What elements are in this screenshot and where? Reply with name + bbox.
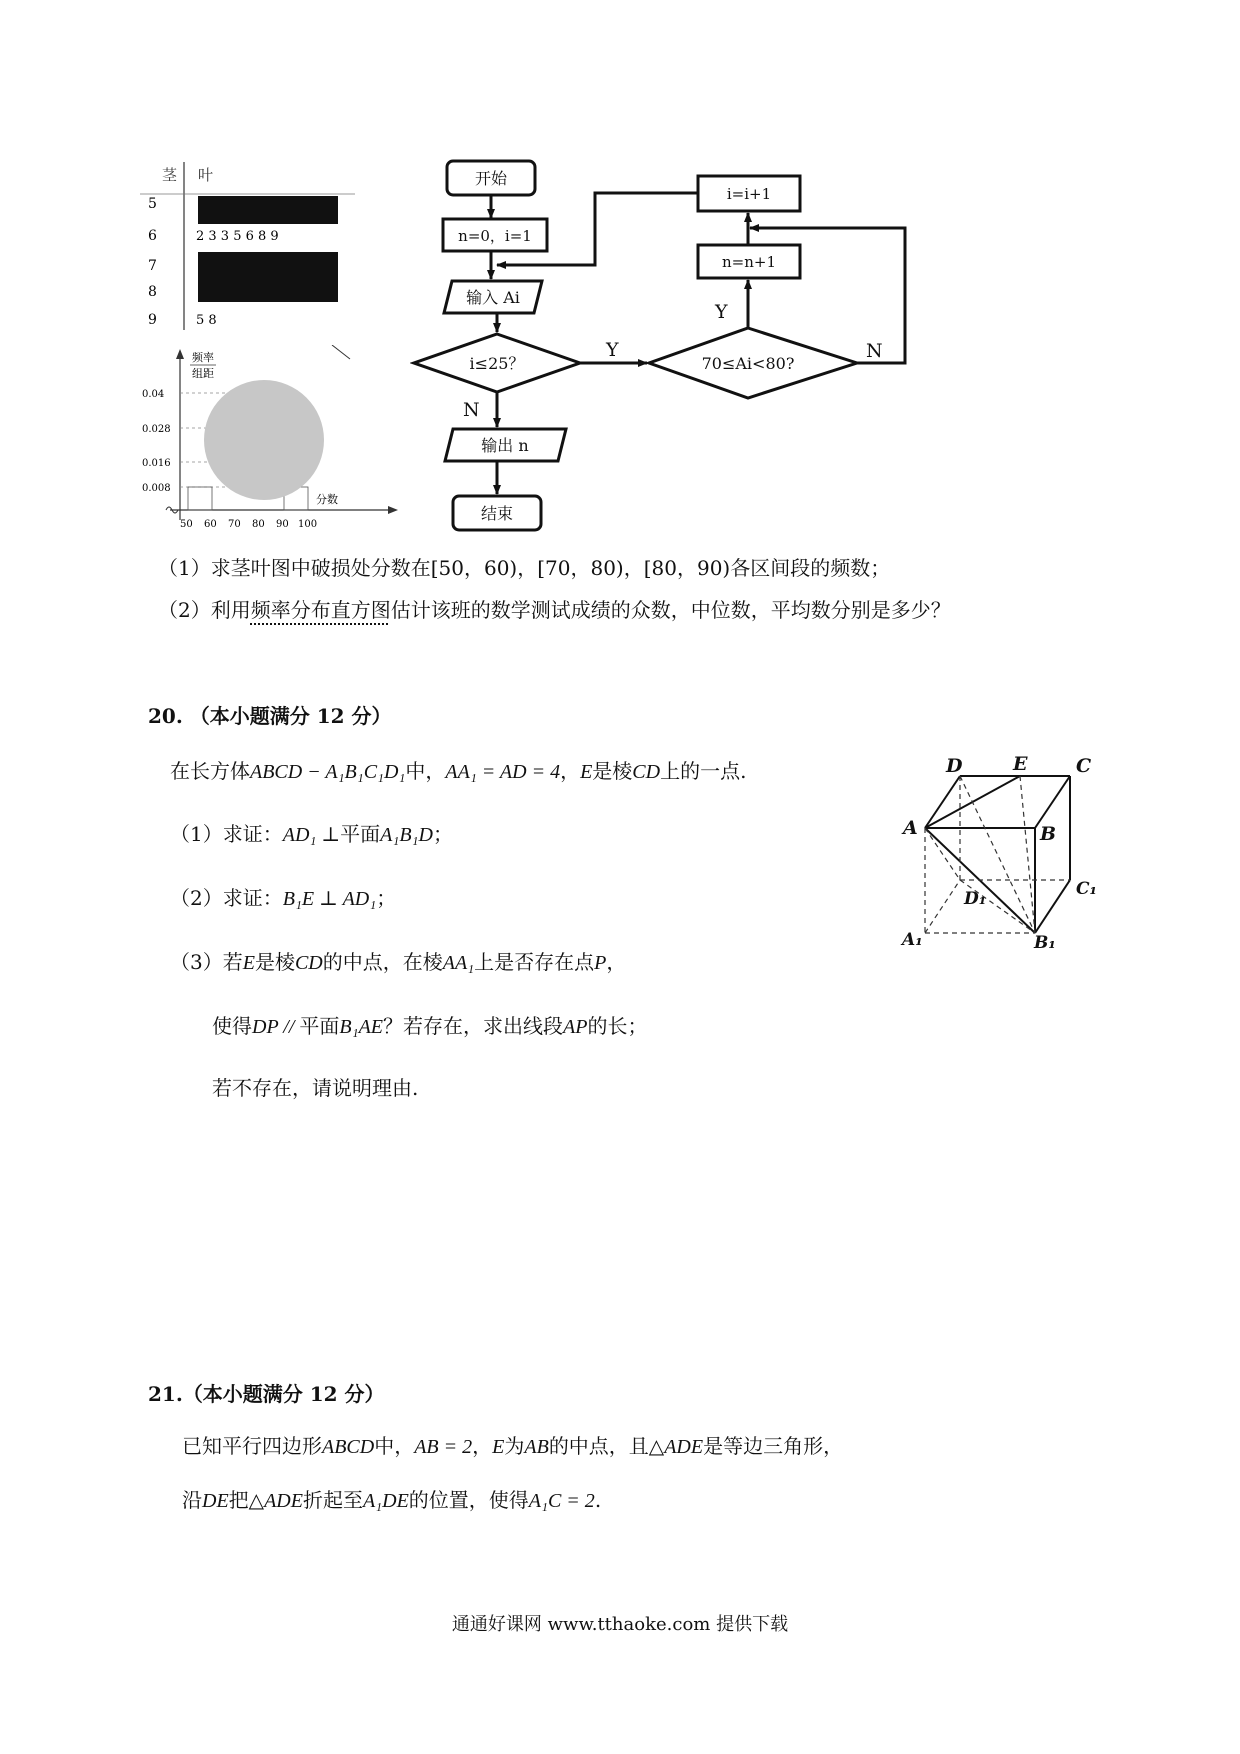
histogram-xtick: 50 [180,519,193,530]
q19-part2-text: （2）利用 [158,598,251,622]
q20-heading: 20. （本小题满分 12 分） [148,704,392,728]
leaf-6: 2 3 3 5 6 8 9 [196,229,279,244]
flow-start: 开始 [474,169,508,188]
damaged-area [198,196,338,224]
text: 上是否存在点 [474,950,595,974]
q21-line1 [182,1430,843,1459]
math: ABCD − A₁B₁C₁D₁ [250,761,406,783]
flow-increment-n: n=n+1 [721,253,777,271]
vertex-label-C1: C₁ [1076,879,1097,899]
q19-part2-emphasis: 频率分布直方图 [250,598,391,622]
flow-yes-label: Y [715,301,728,323]
math: E [242,952,255,974]
text: 平面 [299,1014,340,1038]
stem-header: 茎 [162,166,178,184]
flow-increment-i: i=i+1 [726,185,772,203]
histogram-xtick: 70 [228,519,241,530]
histogram-xtick: 90 [276,519,289,530]
math: AD₁ ⊥ [282,824,341,846]
text: ？若存在，求出线段 [383,1014,564,1038]
text: 上的一点. [660,759,747,783]
q20-part1 [170,818,453,847]
text: 的长； [587,1014,648,1038]
page-footer: 通通好课网 www.tthaoke.com 提供下载 [451,1614,789,1635]
math: DP // [252,1016,300,1038]
q20-part3-line3: 若不存在，请说明理由. [212,1076,419,1100]
q21-heading: 21.（本小题满分 12 分） [148,1382,385,1406]
q20-part3 [170,946,626,975]
leaf-header: 叶 [198,166,214,184]
stem-7: 7 [148,258,157,274]
cuboid-figure [890,748,1110,948]
math: E [492,1436,505,1458]
stem-5: 5 [148,196,157,212]
flow-init: n=0，i=1 [458,227,532,245]
math: ABCD [322,1436,375,1458]
histogram-ytick: 0.008 [142,483,171,494]
math: B₁E ⊥ AD₁ [282,888,377,910]
text: 的中点，在棱 [322,950,443,974]
text: 为 [504,1434,525,1458]
math: AP [563,1016,588,1038]
flow-condition-a: 70≤Ai<80? [701,354,795,373]
text: 是棱 [254,950,295,974]
text: ； [376,886,397,910]
damaged-area [198,252,338,302]
vertex-label-D: D [946,755,963,777]
frequency-histogram [140,345,410,530]
flow-condition-i: i≤25？ [469,354,525,373]
text: 沿 [182,1488,202,1512]
text: ； [432,822,453,846]
text: 折起至 [302,1488,363,1512]
histogram-xtick: 80 [252,519,265,530]
vertex-label-A: A [903,817,918,839]
vertex-label-C: C [1076,755,1092,777]
q19-part2-text: 估计该班的数学测试成绩的众数，中位数，平均数分别是多少？ [390,598,951,622]
text: ， [472,1434,493,1458]
text: ， [560,759,581,783]
q20-part2 [170,882,396,911]
vertex-label-A1: A₁ [902,930,923,948]
math: P [594,952,607,974]
text: 的中点，且△ [548,1434,665,1458]
text: 把△ [228,1488,265,1512]
text: 平面 [340,822,381,846]
math: AA₁ [442,952,475,974]
text: （2）求证： [170,886,283,910]
text: 使得 [212,1014,252,1038]
histogram-ytick: 0.028 [142,424,171,435]
leaf-9: 5 8 [196,313,217,328]
damaged-area [204,380,324,500]
text: 在长方体 [170,759,250,783]
math: B₁AE [339,1016,384,1038]
text: 中， [405,759,446,783]
text: 中， [374,1434,415,1458]
histogram-ytick: 0.016 [142,458,171,469]
q20-intro [170,755,746,784]
flow-yes-label: Y [606,339,619,361]
vertex-label-B1: B₁ [1034,933,1056,948]
q19-part1: （1）求茎叶图中破损处分数在[50，60)，[70，80)，[80，90)各区间段的频数； [158,556,891,580]
flow-end: 结束 [480,504,514,523]
q19-part2 [158,594,951,623]
histogram-ytick: 0.04 [142,389,165,400]
math: A₁C = 2 [528,1490,595,1512]
math: AA₁ = AD = 4 [445,761,561,783]
histogram-xtick: 100 [298,519,318,530]
flow-no-label: N [866,340,883,362]
text: 的位置，使得 [408,1488,529,1512]
histogram-xlabel: 分数 [316,493,338,506]
text: ， [606,950,627,974]
math: A₁DE [362,1490,409,1512]
histogram-xtick: 60 [204,519,217,530]
flow-no-label: N [463,399,480,421]
stem-leaf-plot [140,160,360,340]
vertex-label-D1: D₁ [964,889,987,909]
flow-output: 输出 n [481,436,529,455]
histogram-ylabel-bottom: 组距 [192,367,214,380]
text: 是等边三角形， [703,1434,844,1458]
math: DE [202,1490,229,1512]
math: A₁B₁D [380,824,433,846]
text: 已知平行四边形 [182,1434,322,1458]
q21-line2 [182,1484,601,1513]
math: AB = 2 [414,1436,473,1458]
flow-input: 输入 Ai [466,288,520,307]
stem-8: 8 [148,284,157,300]
math: CD [632,761,661,783]
stem-9: 9 [148,312,157,328]
flowchart [410,150,930,540]
histogram-ylabel-top: 频率 [192,351,214,364]
math: CD [294,952,323,974]
vertex-label-B: B [1040,823,1057,845]
math: ADE [264,1490,303,1512]
q20-part3-line2 [212,1010,647,1039]
text: 是棱 [592,759,633,783]
math: E [580,761,593,783]
stem-6: 6 [148,228,157,244]
text: （1）求证： [170,822,283,846]
vertex-label-E: E [1013,753,1028,775]
text: （3）若 [170,950,243,974]
text: . [594,1488,602,1512]
math: ADE [664,1436,704,1458]
stem-leaf-rows [148,196,338,328]
math: AB [524,1436,549,1458]
